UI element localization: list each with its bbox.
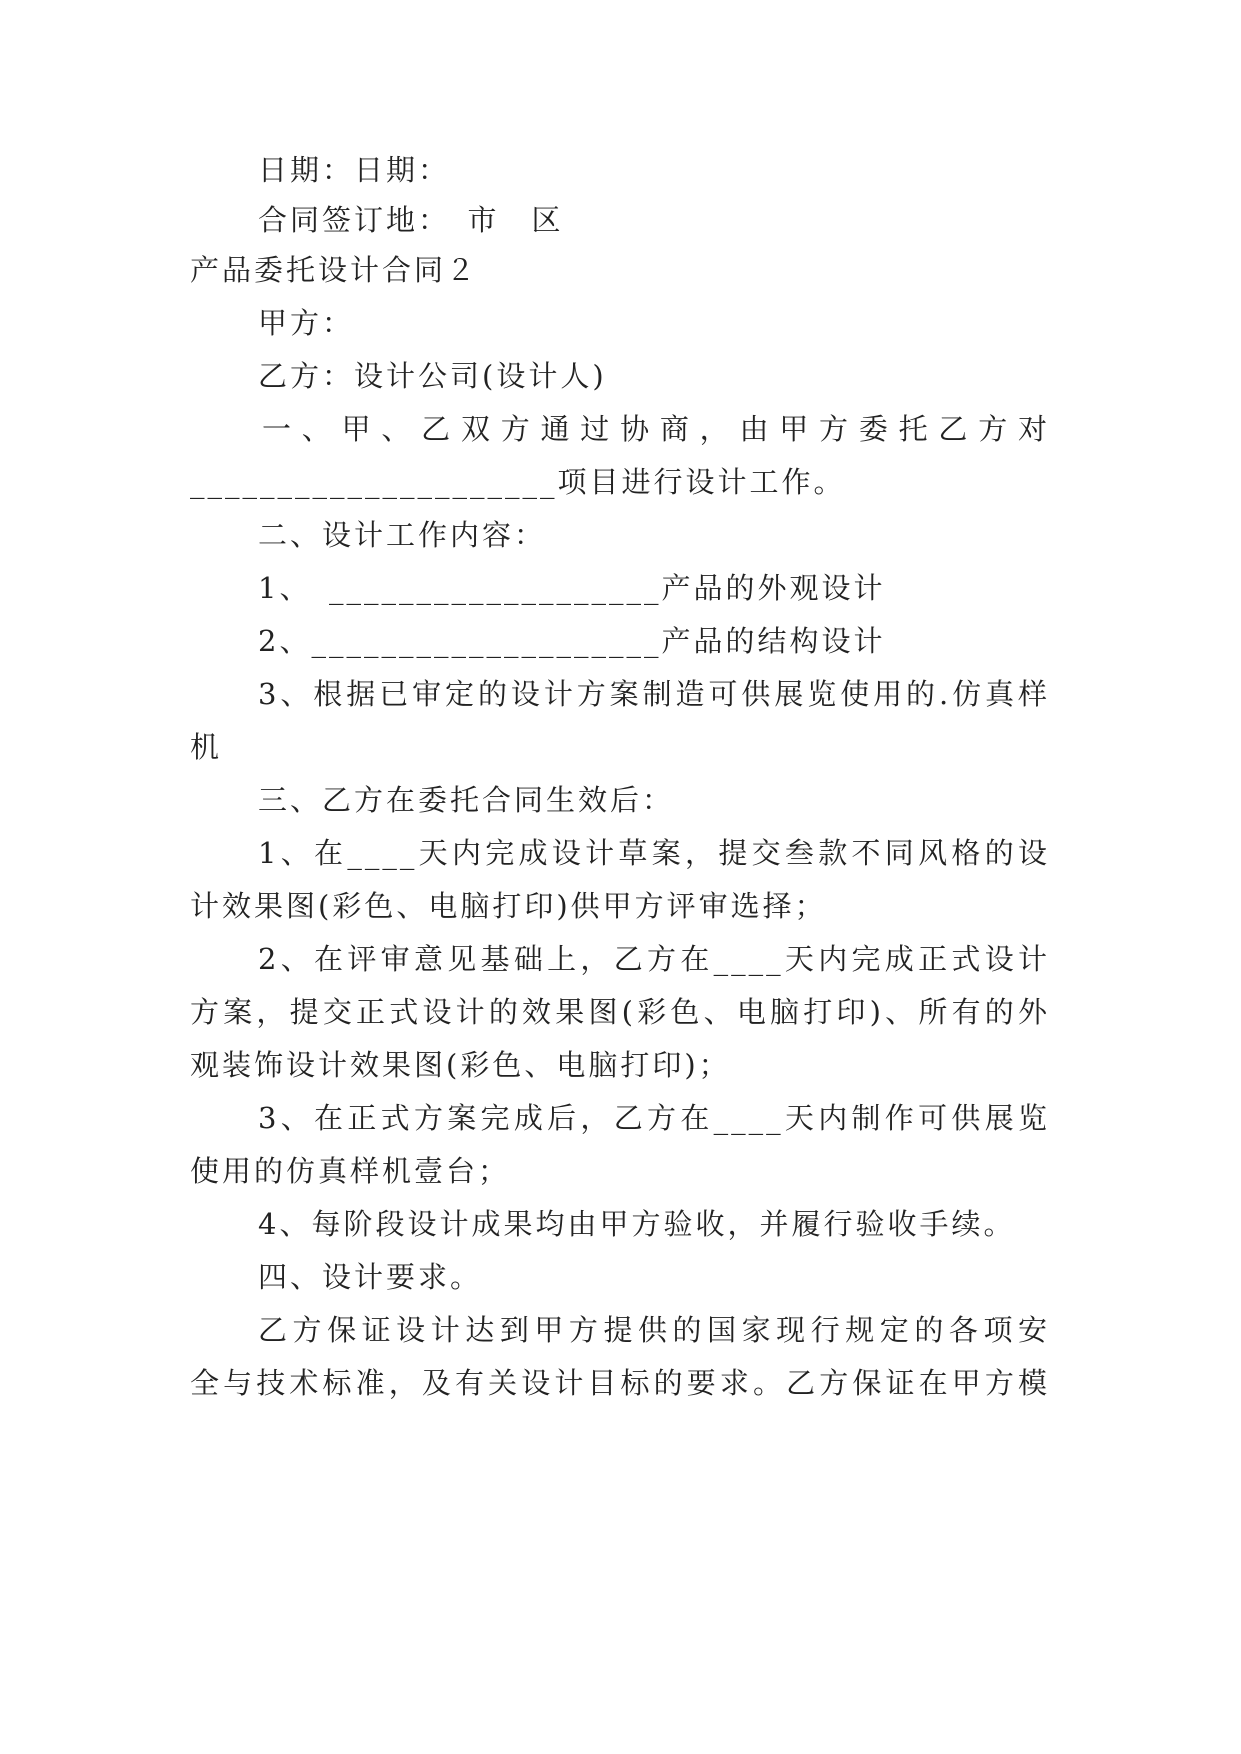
- clause-3-item-2-line-1: 2、在评审意见基础上，乙方在____天内完成正式设计: [258, 942, 1050, 976]
- clause-3-item-4: 4、每阶段设计成果均由甲方验收，并履行验收手续。: [258, 1207, 1016, 1241]
- clause-2-heading: 二、设计工作内容：: [258, 518, 547, 552]
- party-b-line: 乙方：设计公司(设计人): [258, 359, 607, 393]
- clause-3-item-2-line-3: 观装饰设计效果图(彩色、电脑打印)；: [190, 1048, 731, 1082]
- clause-3-item-1-line-2: 计效果图(彩色、电脑打印)供甲方评审选择；: [190, 889, 827, 923]
- clause-1-line-1: 一、甲、乙双方通过协商，由甲方委托乙方对: [262, 412, 1050, 446]
- clause-3-heading: 三、乙方在委托合同生效后：: [258, 783, 675, 817]
- signing-place-line: 合同签订地： 市 区: [258, 203, 564, 237]
- clause-4-heading: 四、设计要求。: [258, 1260, 483, 1294]
- party-a-line: 甲方：: [258, 306, 355, 340]
- clause-2-item-3-line-2: 机: [190, 730, 223, 764]
- contract-title: 产品委托设计合同２: [190, 253, 479, 287]
- clause-4-body-line-2: 全与技术标准，及有关设计目标的要求。乙方保证在甲方模: [190, 1366, 1050, 1400]
- clause-3-item-3-line-2: 使用的仿真样机壹台；: [190, 1154, 511, 1188]
- clause-4-body-line-1: 乙方保证设计达到甲方提供的国家现行规定的各项安: [258, 1313, 1050, 1347]
- clause-3-item-3-line-1: 3、在正式方案完成后，乙方在____天内制作可供展览: [258, 1101, 1050, 1135]
- clause-2-item-2: 2、____________________产品的结构设计: [258, 624, 886, 658]
- date-line: 日期：日期：: [258, 153, 451, 187]
- clause-2-item-3-line-1: 3、根据已审定的设计方案制造可供展览使用的.仿真样: [258, 677, 1050, 711]
- clause-3-item-2-line-2: 方案，提交正式设计的效果图(彩色、电脑打印)、所有的外: [190, 995, 1050, 1029]
- clause-1-line-2: _____________________项目进行设计工作。: [190, 465, 846, 499]
- clause-2-item-1: 1、 ___________________产品的外观设计: [258, 571, 886, 605]
- clause-3-item-1-line-1: 1、在____天内完成设计草案，提交叁款不同风格的设: [258, 836, 1050, 870]
